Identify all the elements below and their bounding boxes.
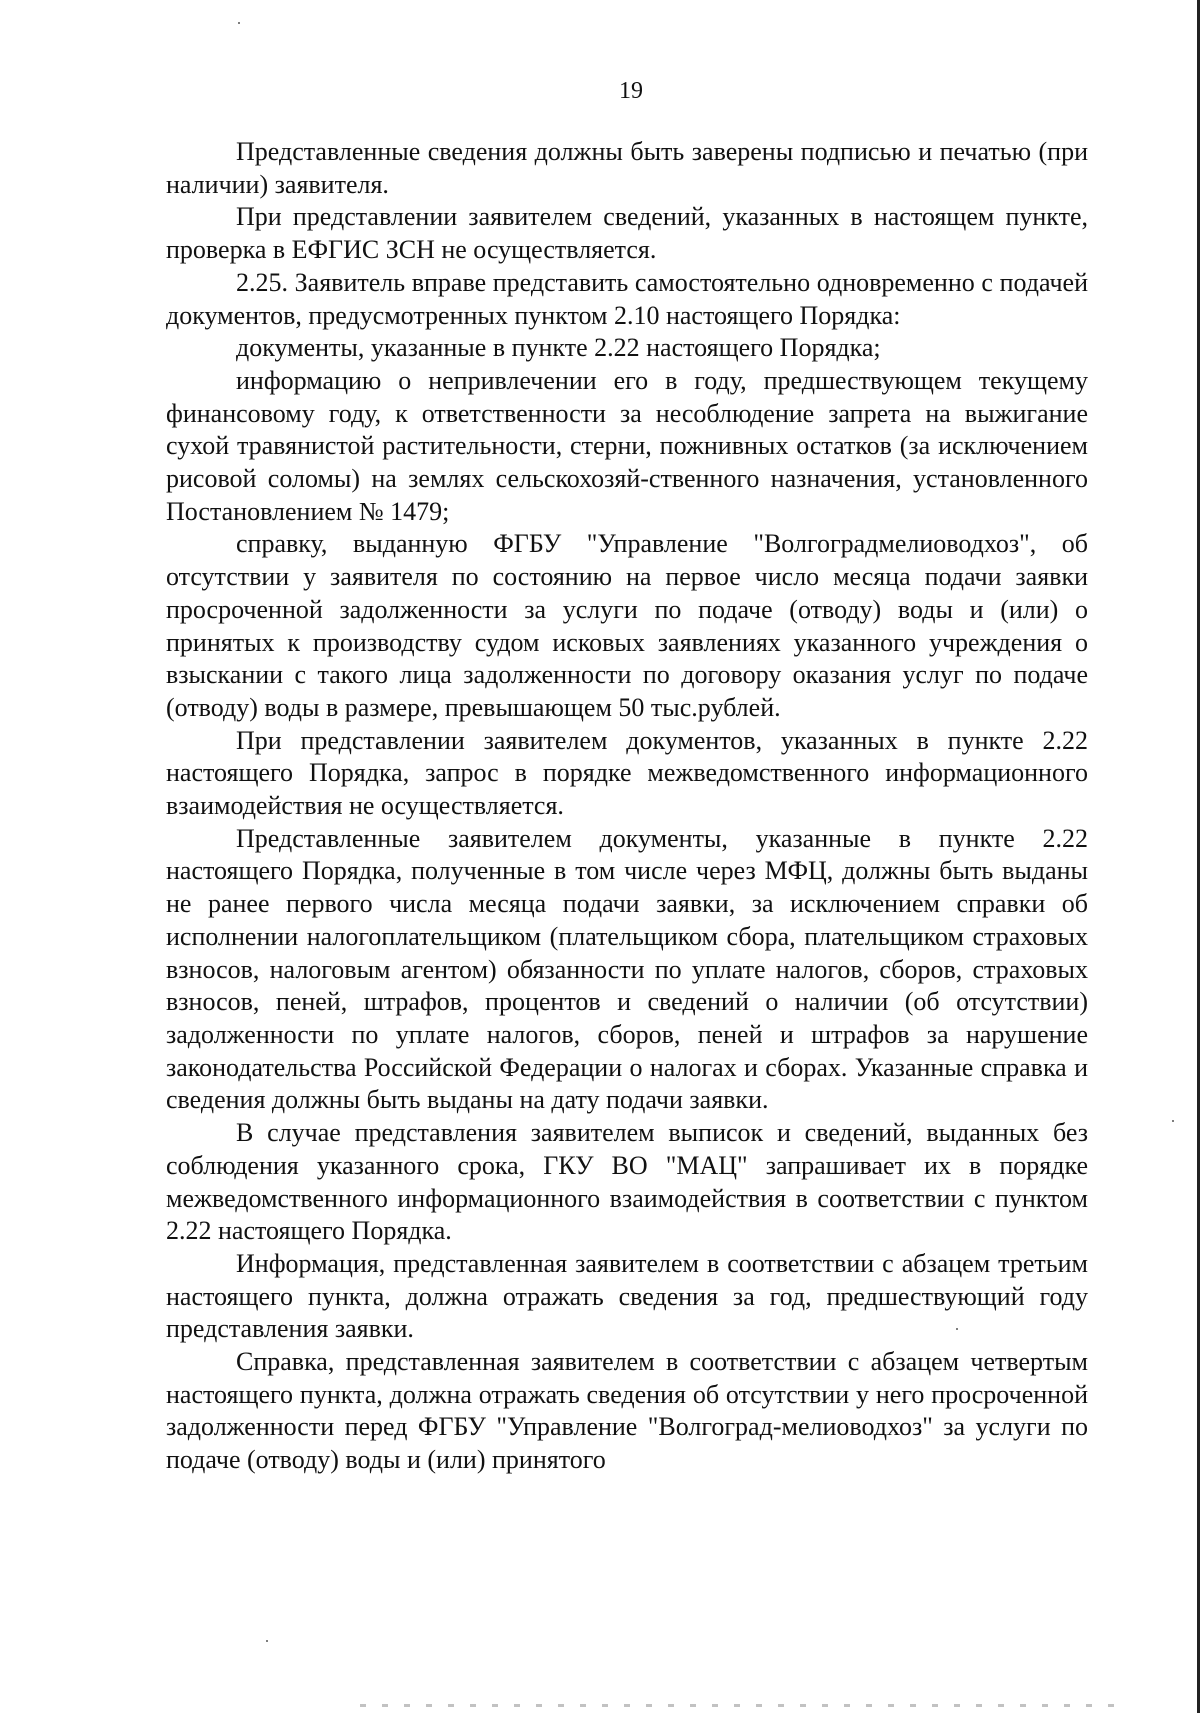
paragraph-6: справку, выданную ФГБУ "Управление "Волгоградмелиоводхоз", об отсутствии у заявителя по состоянию на первое число месяца подачи заявки просроченной задолженности за услуги по подаче (отводу) воды и (или) о принятых к производству судом исковых заявлениях указанного учреждения о взыскании с такого лица задолженности по договору оказания услуг по подаче (отводу) воды в размере, превышающем 50 тыс.рублей.: [166, 529, 1088, 722]
document-body: [166, 136, 1088, 1477]
paragraph-4: документы, указанные в пункте 2.22 настоящего Порядка;: [236, 333, 881, 363]
scan-speck: [238, 22, 240, 24]
paragraph-1: Представленные сведения должны быть заверены подписью и печатью (при наличии) заявителя.: [166, 137, 1088, 199]
paragraph-3: 2.25. Заявитель вправе представить самостоятельно одновременно с подачей документов, предусмотренных пунктом 2.10 настоящего Порядка:: [166, 267, 1088, 330]
paragraph-7: При представлении заявителем документов, указанных в пункте 2.22 настоящего Порядка, запрос в порядке межведомственного информационного взаимодействия не осуществляется.: [166, 725, 1088, 821]
paragraph-10: Информация, представленная заявителем в соответствии с абзацем третьим настоящего пункта, должна отражать сведения за год, предшествующий году представления заявки.: [166, 1248, 1088, 1344]
scan-speck: [1172, 1120, 1174, 1122]
paragraph-9: В случае представления заявителем выписок и сведений, выданных без соблюдения указанного срока, ГКУ ВО "МАЦ" запрашивает их в порядке межведомственного информационного взаимодействия в соответствии с пунктом 2.22 настоящего Порядка.: [166, 1118, 1088, 1246]
paragraph-8: Представленные заявителем документы, указанные в пункте 2.22 настоящего Порядка, полученные в том числе через МФЦ, должны быть выданы не ранее первого числа месяца подачи заявки, за исключением справки об исполнении налогоплательщиком (плательщиком сбора, плательщиком страховых взносов, налоговым агентом) обязанности по уплате налогов, сборов, страховых взносов, пеней, штрафов, процентов и сведений о наличии (об отсутствии) задолженности по уплате налогов, сборов, пеней и штрафов за нарушение законодательства Российской Федерации о налогах и сборах. Указанные справка и сведения должны быть выданы на дату подачи заявки.: [166, 823, 1088, 1115]
paragraph-11: Справка, представленная заявителем в соответствии с абзацем четвертым настоящего пункта, должна отражать сведения об отсутствии у него просроченной задолженности перед ФГБУ "Управление "Волгоград-мелиоводхоз" за услуги по подаче (отводу) воды и (или) принятого: [166, 1347, 1088, 1475]
scan-noise: [360, 1704, 1120, 1707]
paragraph-5: информацию о непривлечении его в году, предшествующем текущему финансовому году, к ответственности за несоблюдение запрета на выжигание сухой травянистой растительности, стерни, пожнивных остатков (за исключением рисовой соломы) на землях сельскохозяй-ственного назначения, установленного Постановлением № 1479;: [166, 365, 1088, 526]
paragraph-2: При представлении заявителем сведений, указанных в настоящем пункте, проверка в ЕФГИС ЗСН не осуществляется.: [166, 202, 1088, 265]
scan-speck: [266, 1640, 268, 1642]
page-number: 19: [619, 78, 643, 104]
scan-speck: [956, 1328, 958, 1330]
